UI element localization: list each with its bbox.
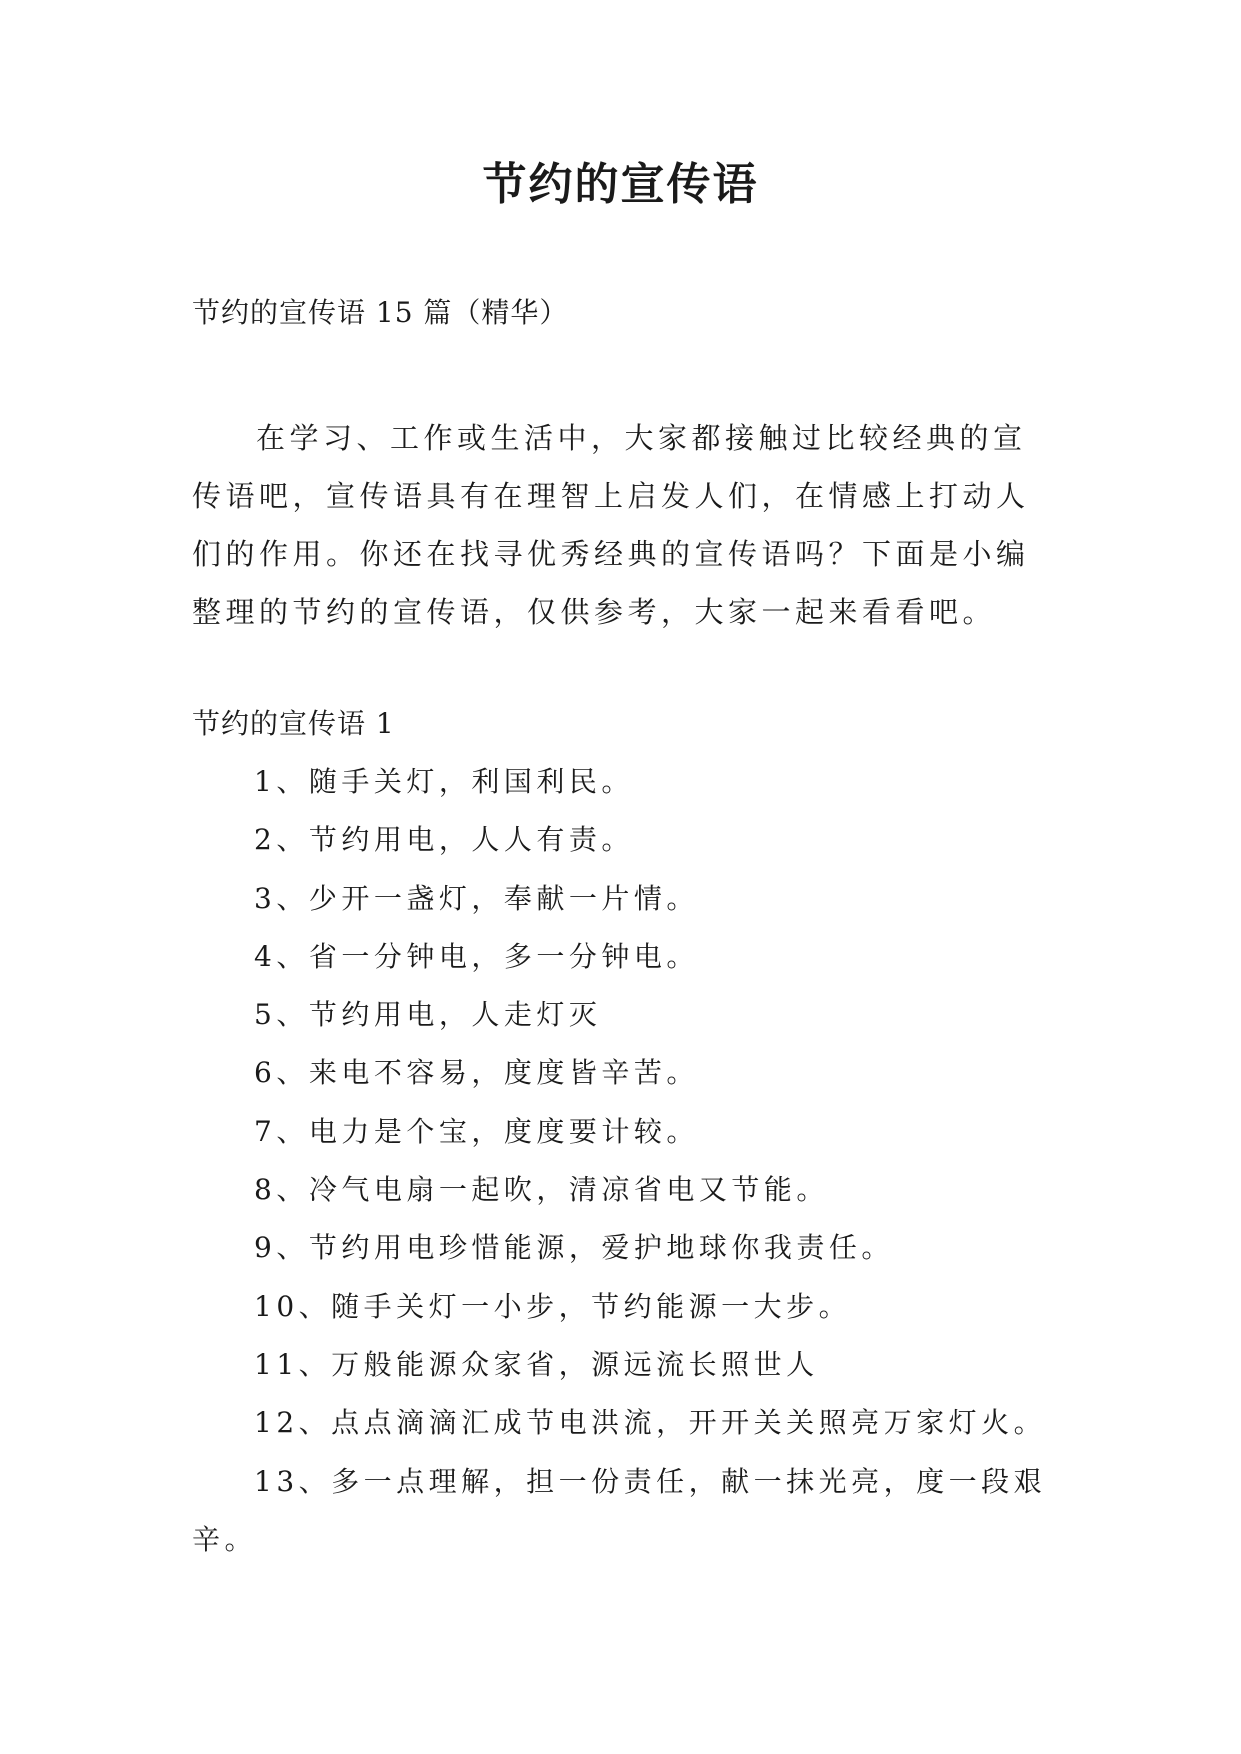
slogan-item: 10、随手关灯一小步，节约能源一大步。 — [254, 1289, 852, 1323]
slogan-item: 13、多一点理解，担一份责任，献一抹光亮，度一段艰辛。 — [192, 1464, 1047, 1556]
section-heading: 节约的宣传语 1 — [192, 707, 395, 740]
intro-paragraph: 在学习、工作或生活中，大家都接触过比较经典的宣传语吧，宣传语具有在理智上启发人们，在情感上打动人们的作用。你还在找寻优秀经典的宣传语吗？下面是小编整理的节约的宣传语，仅供参考，大家一起来看看吧。 — [192, 421, 1030, 629]
slogan-item: 5、节约用电，人走灯灭 — [254, 998, 602, 1032]
slogan-list — [192, 753, 1062, 1569]
slogan-item: 8、冷气电扇一起吹，清凉省电又节能。 — [254, 1173, 829, 1207]
slogan-item: 9、节约用电珍惜能源，爱护地球你我责任。 — [254, 1231, 894, 1265]
slogan-item: 7、电力是个宝，度度要计较。 — [254, 1114, 699, 1148]
slogan-item: 1、随手关灯，利国利民。 — [254, 765, 634, 798]
page-title: 节约的宣传语 — [482, 159, 759, 210]
slogan-item: 12、点点滴滴汇成节电洪流，开开关关照亮万家灯火。 — [254, 1406, 1047, 1440]
slogan-item: 3、少开一盏灯，奉献一片情。 — [254, 881, 699, 915]
slogan-item: 11、万般能源众家省，源远流长照世人 — [254, 1347, 819, 1381]
slogan-item: 2、节约用电，人人有责。 — [254, 823, 634, 857]
slogan-item: 4、省一分钟电，多一分钟电。 — [254, 939, 699, 973]
slogan-item: 6、来电不容易，度度皆辛苦。 — [254, 1056, 699, 1090]
document-subtitle: 节约的宣传语 15 篇（精华） — [192, 296, 569, 329]
